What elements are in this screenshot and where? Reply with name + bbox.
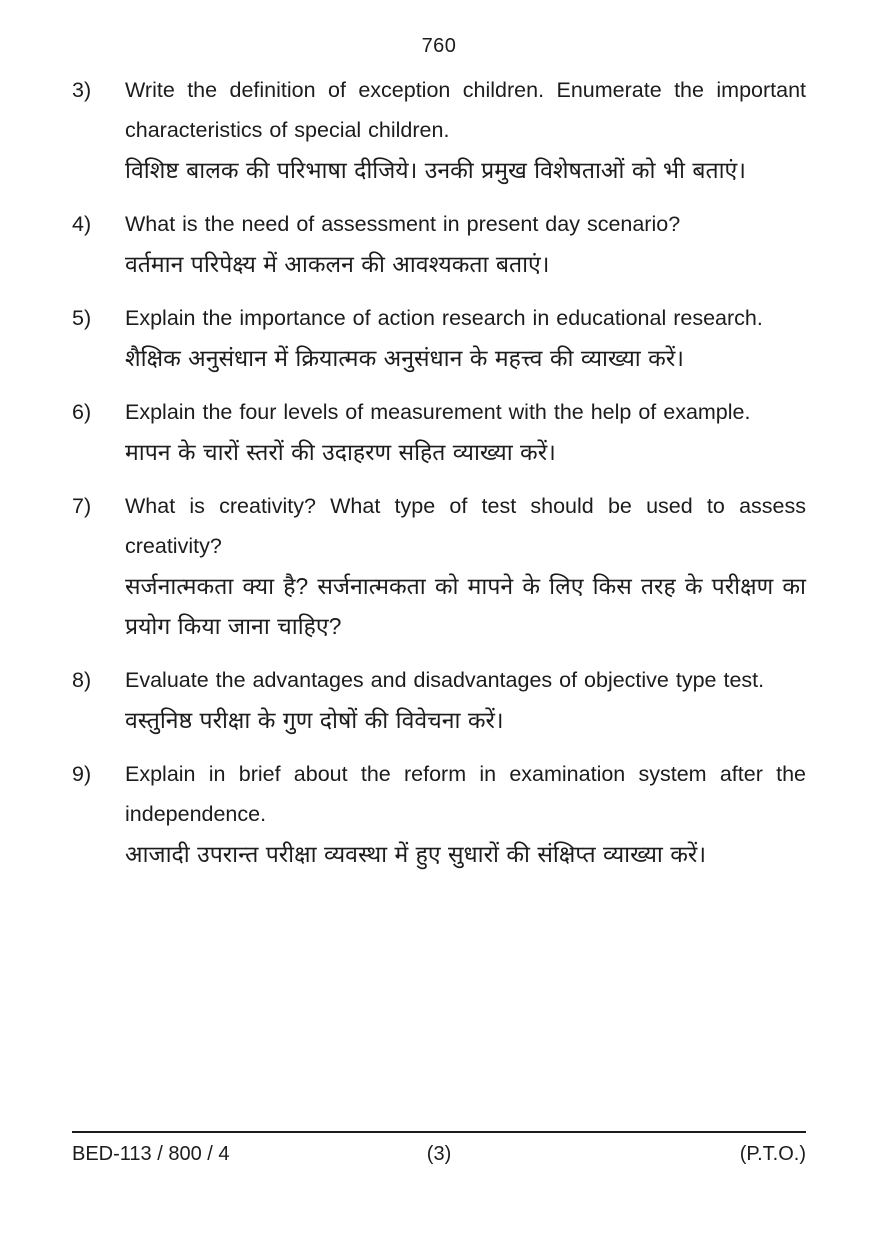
question-item	[72, 660, 806, 740]
question-text-hindi: विशिष्ट बालक की परिभाषा दीजिये। उनकी प्रमुख विशेषताओं को भी बताएं।	[125, 157, 746, 183]
question-body	[125, 70, 806, 190]
question-text-english: Explain the importance of action research in educational research.	[125, 306, 763, 330]
page-header-number: 760	[421, 35, 457, 57]
question-body	[125, 204, 806, 284]
question-text-hindi: आजादी उपरान्त परीक्षा व्यवस्था में हुए सुधारों की संक्षिप्त व्याख्या करें।	[125, 841, 707, 867]
question-text-hindi: शैक्षिक अनुसंधान में क्रियात्मक अनुसंधान के महत्त्व की व्याख्या करें।	[125, 345, 684, 371]
question-number: 9)	[72, 762, 92, 786]
question-text-english: Evaluate the advantages and disadvantages of objective type test.	[125, 668, 765, 692]
question-body	[125, 392, 806, 472]
question-item	[72, 204, 806, 284]
footer-paper-code: BED-113 / 800 / 4	[72, 1143, 230, 1165]
question-item	[72, 70, 806, 190]
question-number: 5)	[72, 306, 92, 330]
question-item	[72, 754, 806, 874]
question-item	[72, 392, 806, 472]
page-footer	[72, 1131, 806, 1166]
question-text-hindi: वर्तमान परिपेक्ष्य में आकलन की आवश्यकता बताएं।	[125, 251, 550, 277]
question-body	[125, 486, 806, 646]
question-text-english: What is the need of assessment in present day scenario?	[125, 212, 681, 236]
footer-pto: (P.T.O.)	[739, 1143, 807, 1165]
question-number: 8)	[72, 668, 92, 692]
question-text-english: What is creativity? What type of test should be used to assess creativity?	[125, 494, 806, 558]
question-text-hindi: मापन के चारों स्तरों की उदाहरण सहित व्याख्या करें।	[125, 439, 556, 465]
footer-page-number: (3)	[426, 1143, 452, 1165]
question-number: 4)	[72, 212, 92, 236]
question-text-english: Explain the four levels of measurement with the help of example.	[125, 400, 751, 424]
question-body	[125, 660, 806, 740]
question-text-english: Write the definition of exception children. Enumerate the important characteristics of special children.	[125, 78, 806, 142]
question-number: 6)	[72, 400, 92, 424]
question-text-hindi: वस्तुनिष्ठ परीक्षा के गुण दोषों की विवेचना करें।	[125, 707, 504, 733]
question-body	[125, 298, 806, 378]
question-text-english: Explain in brief about the reform in examination system after the independence.	[125, 762, 806, 826]
question-number: 7)	[72, 494, 92, 518]
question-number: 3)	[72, 78, 92, 102]
question-item	[72, 298, 806, 378]
question-item	[72, 486, 806, 646]
question-text-hindi: सर्जनात्मकता क्या है? सर्जनात्मकता को मापने के लिए किस तरह के परीक्षण का प्रयोग किया जाना चाहिए?	[125, 573, 806, 639]
question-body	[125, 754, 806, 874]
